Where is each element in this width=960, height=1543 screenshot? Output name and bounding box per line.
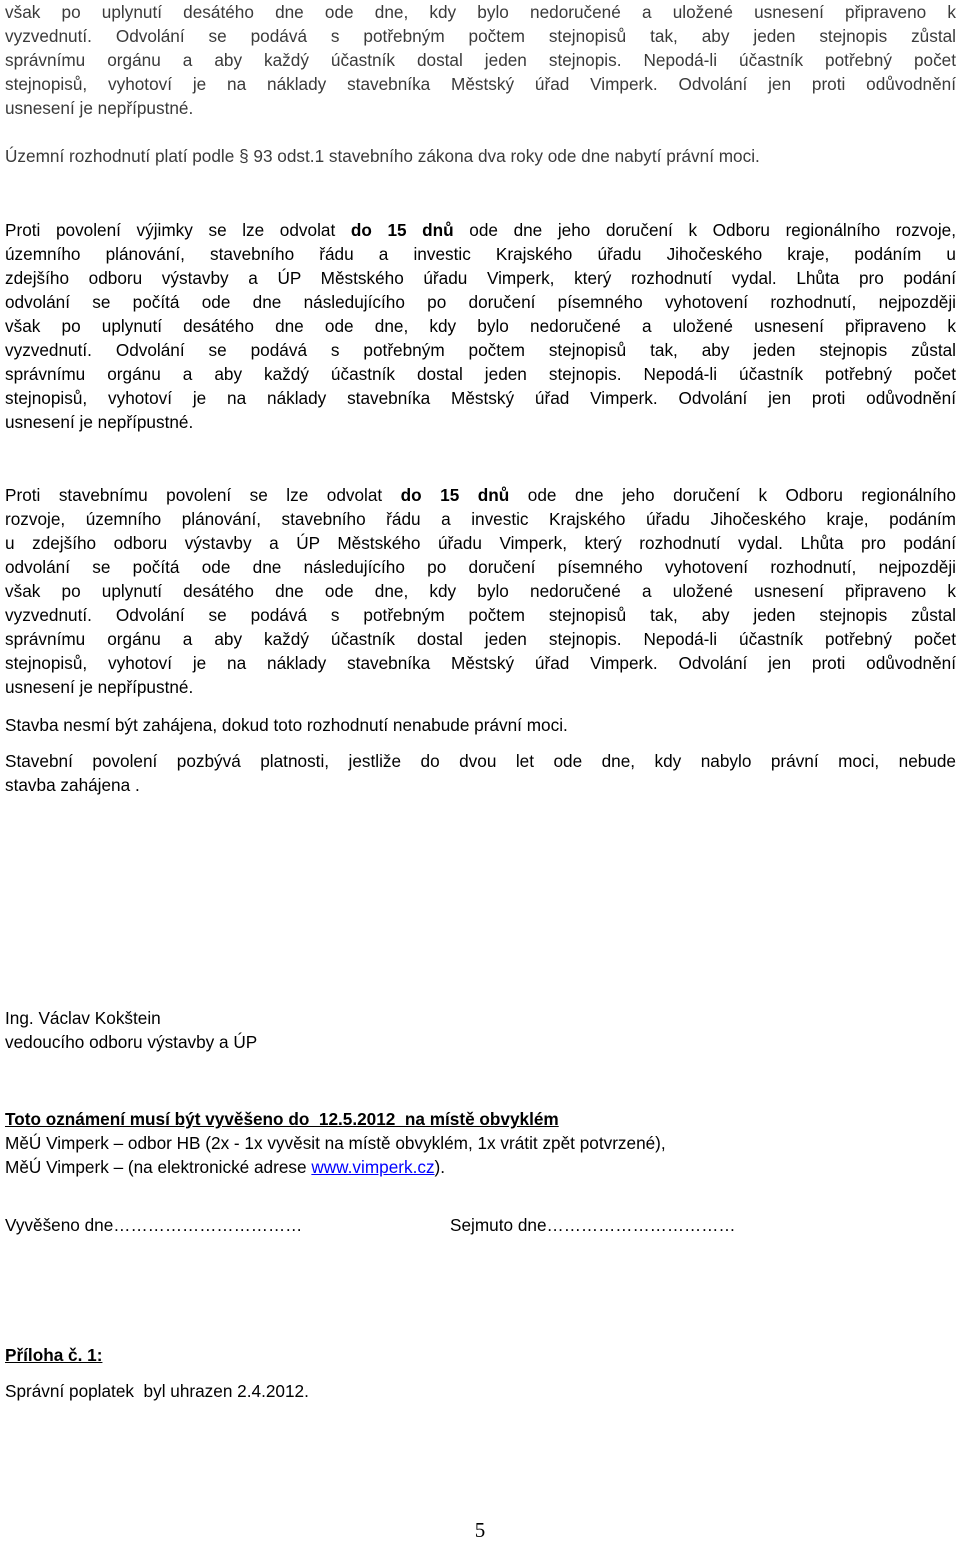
paragraph-line: usnesení je nepřípustné.: [5, 412, 194, 432]
paragraph-line: správnímu orgánu a aby každý účastník dostal jeden stejnopis. Nepodá-li účastník potřebný počet: [5, 50, 956, 70]
paragraph-line: u zdejšího odboru výstavby a ÚP Městského úřadu Vimperk, který rozhodnutí vydal. Lhůta pro podání: [5, 533, 956, 553]
paragraph-line: usnesení je nepřípustné.: [5, 677, 194, 697]
attachment-text: Správní poplatek byl uhrazen 2.4.2012.: [5, 1381, 309, 1401]
attachment-heading: Příloha č. 1:: [5, 1345, 103, 1365]
website-link[interactable]: www.vimperk.cz: [311, 1157, 435, 1177]
territorial-decision-validity: Územní rozhodnutí platí podle § 93 odst.1 stavebního zákona dva roky ode dne nabytí právní moci.: [5, 146, 760, 166]
paragraph-line: správnímu orgánu a aby každý účastník dostal jeden stejnopis. Nepodá-li účastník potřebný počet: [5, 364, 956, 384]
paragraph-line: stejnopisů, vyhotoví je na náklady stavebníka Městský úřad Vimperk. Odvolání jen proti odůvodnění: [5, 653, 956, 673]
paragraph-line: územního plánování, stavebního řádu a investic Krajského úřadu Jihočeského kraje, podáním u: [5, 244, 956, 264]
page-number: 5: [474, 1518, 486, 1542]
paragraph-line: vyzvednutí. Odvolání se podává s potřebným počtem stejnopisů tak, aby jeden stejnopis zůstal: [5, 26, 956, 46]
paragraph-line: vyzvednutí. Odvolání se podává s potřebným počtem stejnopisů tak, aby jeden stejnopis zůstal: [5, 340, 956, 360]
paragraph-line: usnesení je nepřípustné.: [5, 98, 194, 118]
posting-dates: [5, 1213, 956, 1237]
appeal-deadline: do 15 dnů: [400, 485, 510, 505]
paragraph-line: odvolání se počítá ode dne následujícího po doručení písemného vyhotovení rozhodnutí, nejpozději: [5, 292, 956, 312]
paragraph-line: stejnopisů, vyhotoví je na náklady stavebníka Městský úřad Vimperk. Odvolání jen proti odůvodnění: [5, 74, 956, 94]
exception-appeal-first-line: Proti povolení výjimky se lze odvolat do 15 dnů ode dne jeho doručení k Odboru regionálního rozvoje,: [5, 220, 956, 240]
posted-date-field: Vyvěšeno dne……………………………: [5, 1215, 303, 1235]
permit-validity-line: Stavební povolení pozbývá platnosti, jestliže do dvou let ode dne, kdy nabylo právní moci, nebude: [5, 751, 956, 771]
paragraph-line: však po uplynutí desátého dne ode dne, kdy bylo nedoručené a uložené usnesení připraveno k: [5, 581, 956, 601]
paragraph-line: vyzvednutí. Odvolání se podává s potřebným počtem stejnopisů tak, aby jeden stejnopis zůstal: [5, 605, 956, 625]
permit-validity-line: stavba zahájena .: [5, 775, 140, 795]
notice-heading: Toto oznámení musí být vyvěšeno do 12.5.2012 na místě obvyklém: [5, 1109, 559, 1129]
notice-line: MěÚ Vimperk – odbor HB (2x - 1x vyvěsit na místě obvyklém, 1x vrátit zpět potvrzené),: [5, 1133, 666, 1153]
notice-line: MěÚ Vimperk – (na elektronické adrese www.vimperk.cz).: [5, 1157, 446, 1177]
removed-date-field: Sejmuto dne……………………………: [450, 1215, 736, 1235]
paragraph-line: však po uplynutí desátého dne ode dne, kdy bylo nedoručené a uložené usnesení připraveno k: [5, 2, 956, 22]
paragraph-line: zdejšího odboru výstavby a ÚP Městského úřadu Vimperk, který rozhodnutí vydal. Lhůta pro podání: [5, 268, 956, 288]
paragraph-line: však po uplynutí desátého dne ode dne, kdy bylo nedoručené a uložené usnesení připraveno k: [5, 316, 956, 336]
signatory-name: Ing. Václav Kokštein: [5, 1008, 161, 1028]
paragraph-line: správnímu orgánu a aby každý účastník dostal jeden stejnopis. Nepodá-li účastník potřebný počet: [5, 629, 956, 649]
paragraph-line: stejnopisů, vyhotoví je na náklady stavebníka Městský úřad Vimperk. Odvolání jen proti odůvodnění: [5, 388, 956, 408]
appeal-deadline: do 15 dnů: [350, 220, 454, 240]
construction-start-condition: Stavba nesmí být zahájena, dokud toto rozhodnutí nenabude právní moci.: [5, 715, 568, 735]
paragraph-line: odvolání se počítá ode dne následujícího po doručení písemného vyhotovení rozhodnutí, nejpozději: [5, 557, 956, 577]
signatory-role: vedoucího odboru výstavby a ÚP: [5, 1032, 258, 1052]
permit-appeal-first-line: Proti stavebnímu povolení se lze odvolat do 15 dnů ode dne jeho doručení k Odboru regionálního: [5, 485, 956, 505]
paragraph-line: rozvoje, územního plánování, stavebního řádu a investic Krajského úřadu Jihočeského kraje, podáním: [5, 509, 956, 529]
